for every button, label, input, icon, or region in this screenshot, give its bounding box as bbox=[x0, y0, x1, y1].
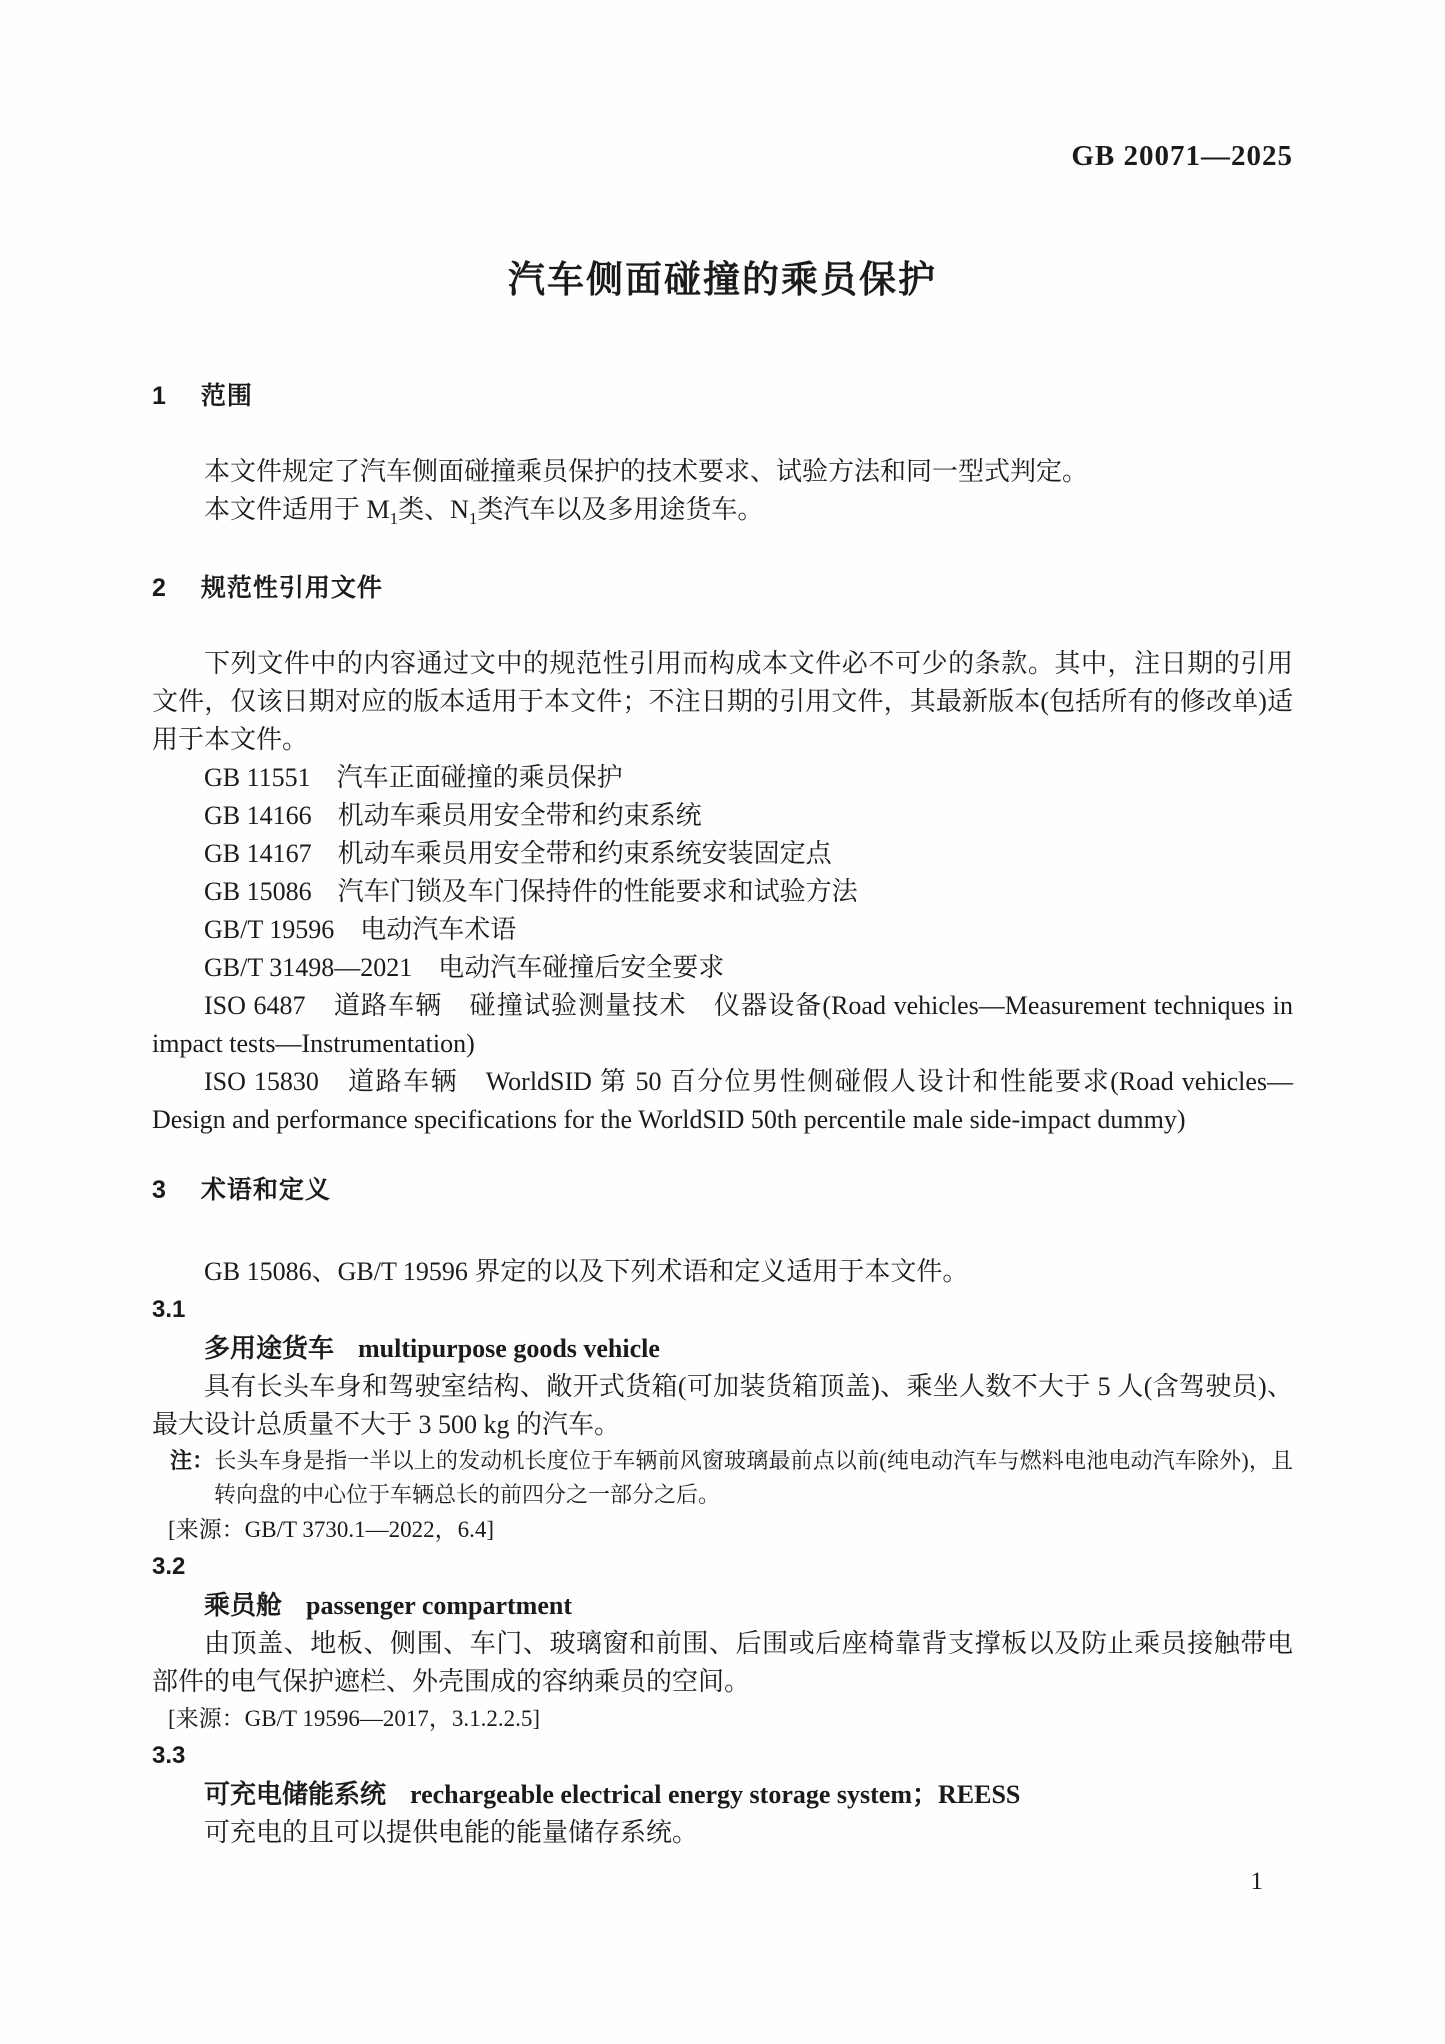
reference-item: GB 15086 汽车门锁及车门保持件的性能要求和试验方法 bbox=[204, 877, 858, 906]
subscript-n1: 1 bbox=[468, 509, 478, 529]
scope-p2-pre: 本文件适用于 M bbox=[204, 495, 390, 524]
term-source: [来源：GB/T 3730.1—2022，6.4] bbox=[168, 1517, 495, 1542]
scope-p2-mid: 类、N bbox=[398, 495, 469, 524]
term-source: [来源：GB/T 19596—2017，3.1.2.2.5] bbox=[168, 1706, 541, 1731]
term-3-1 bbox=[152, 1291, 1293, 1548]
term-english: multipurpose goods vehicle bbox=[358, 1334, 660, 1363]
standard-code: GB 20071—2025 bbox=[1071, 140, 1293, 172]
term-note bbox=[170, 1444, 1293, 1512]
note-text: 长头车身是指一半以上的发动机长度位于车辆前风窗玻璃最前点以前(纯电动汽车与燃料电池电动汽车除外)，且转向盘的中心位于车辆总长的前四分之一部分之后。 bbox=[214, 1448, 1293, 1507]
section-scope bbox=[152, 379, 1293, 529]
reference-item: GB 11551 汽车正面碰撞的乘员保护 bbox=[204, 763, 623, 792]
reference-item: GB/T 31498—2021 电动汽车碰撞后安全要求 bbox=[204, 953, 725, 982]
term-3-2 bbox=[152, 1548, 1293, 1737]
scope-paragraph-1: 本文件规定了汽车侧面碰撞乘员保护的技术要求、试验方法和同一型式判定。 bbox=[204, 457, 1089, 486]
term-number: 3.3 bbox=[152, 1742, 186, 1769]
term-title-line bbox=[152, 1586, 1293, 1625]
reference-item: GB 14166 机动车乘员用安全带和约束系统 bbox=[204, 801, 702, 830]
term-definition: 可充电的且可以提供电能的能量储存系统。 bbox=[204, 1818, 699, 1847]
page-number: 1 bbox=[1250, 1868, 1263, 1895]
term-definition: 具有长头车身和驾驶室结构、敞开式货箱(可加装货箱顶盖)、乘坐人数不大于 5 人(含驾驶员)、最大设计总质量不大于 3 500 kg 的汽车。 bbox=[152, 1372, 1293, 1439]
term-chinese: 乘员舱 bbox=[204, 1590, 283, 1620]
section-1-title: 范围 bbox=[200, 382, 253, 410]
page-header bbox=[152, 0, 1293, 173]
section-3-heading bbox=[152, 1173, 1293, 1207]
term-number: 3.1 bbox=[152, 1296, 186, 1323]
term-definition: 由顶盖、地板、侧围、车门、玻璃窗和前围、后围或后座椅靠背支撑板以及防止乘员接触带电部件的电气保护遮栏、外壳围成的容纳乘员的空间。 bbox=[152, 1629, 1293, 1696]
term-english: rechargeable electrical energy storage system；REESS bbox=[410, 1780, 1021, 1809]
section-2-heading bbox=[152, 571, 1293, 605]
subscript-m1: 1 bbox=[389, 509, 399, 529]
term-chinese: 多用途货车 bbox=[204, 1333, 335, 1363]
section-3-title: 术语和定义 bbox=[200, 1176, 331, 1204]
scope-paragraph-2 bbox=[152, 491, 1293, 529]
terms-intro: GB 15086、GB/T 19596 界定的以及下列术语和定义适用于本文件。 bbox=[204, 1257, 969, 1286]
note-label: 注： bbox=[170, 1448, 215, 1473]
section-terms-definitions bbox=[152, 1173, 1293, 1852]
section-normative-references bbox=[152, 571, 1293, 1139]
term-title-line bbox=[152, 1329, 1293, 1368]
scope-p2-post: 类汽车以及多用途货车。 bbox=[477, 495, 764, 524]
section-1-heading bbox=[152, 379, 1293, 413]
section-2-number: 2 bbox=[152, 574, 167, 602]
term-3-3 bbox=[152, 1737, 1293, 1852]
reference-item: ISO 15830 道路车辆 WorldSID 第 50 百分位男性侧碰假人设计和性能要求(Road vehicles—Design and performance specifications for the WorldSID 50th percentile male side-impact dummy) bbox=[152, 1067, 1293, 1134]
normative-refs-intro: 下列文件中的内容通过文中的规范性引用而构成本文件必不可少的条款。其中，注日期的引用文件，仅该日期对应的版本适用于本文件；不注日期的引用文件，其最新版本(包括所有的修改单)适用于本文件。 bbox=[152, 649, 1293, 754]
reference-item: GB 14167 机动车乘员用安全带和约束系统安装固定点 bbox=[204, 839, 832, 868]
reference-item: GB/T 19596 电动汽车术语 bbox=[204, 915, 517, 944]
reference-item: ISO 6487 道路车辆 碰撞试验测量技术 仪器设备(Road vehicles—Measurement techniques in impact tests—Instrumentation) bbox=[152, 991, 1293, 1058]
term-chinese: 可充电储能系统 bbox=[204, 1779, 387, 1809]
section-3-number: 3 bbox=[152, 1176, 167, 1204]
section-2-title: 规范性引用文件 bbox=[200, 574, 383, 602]
term-title-line bbox=[152, 1775, 1293, 1814]
term-number: 3.2 bbox=[152, 1553, 186, 1580]
section-1-number: 1 bbox=[152, 382, 167, 410]
document-title: 汽车侧面碰撞的乘员保护 bbox=[508, 259, 937, 300]
term-english: passenger compartment bbox=[306, 1591, 572, 1620]
